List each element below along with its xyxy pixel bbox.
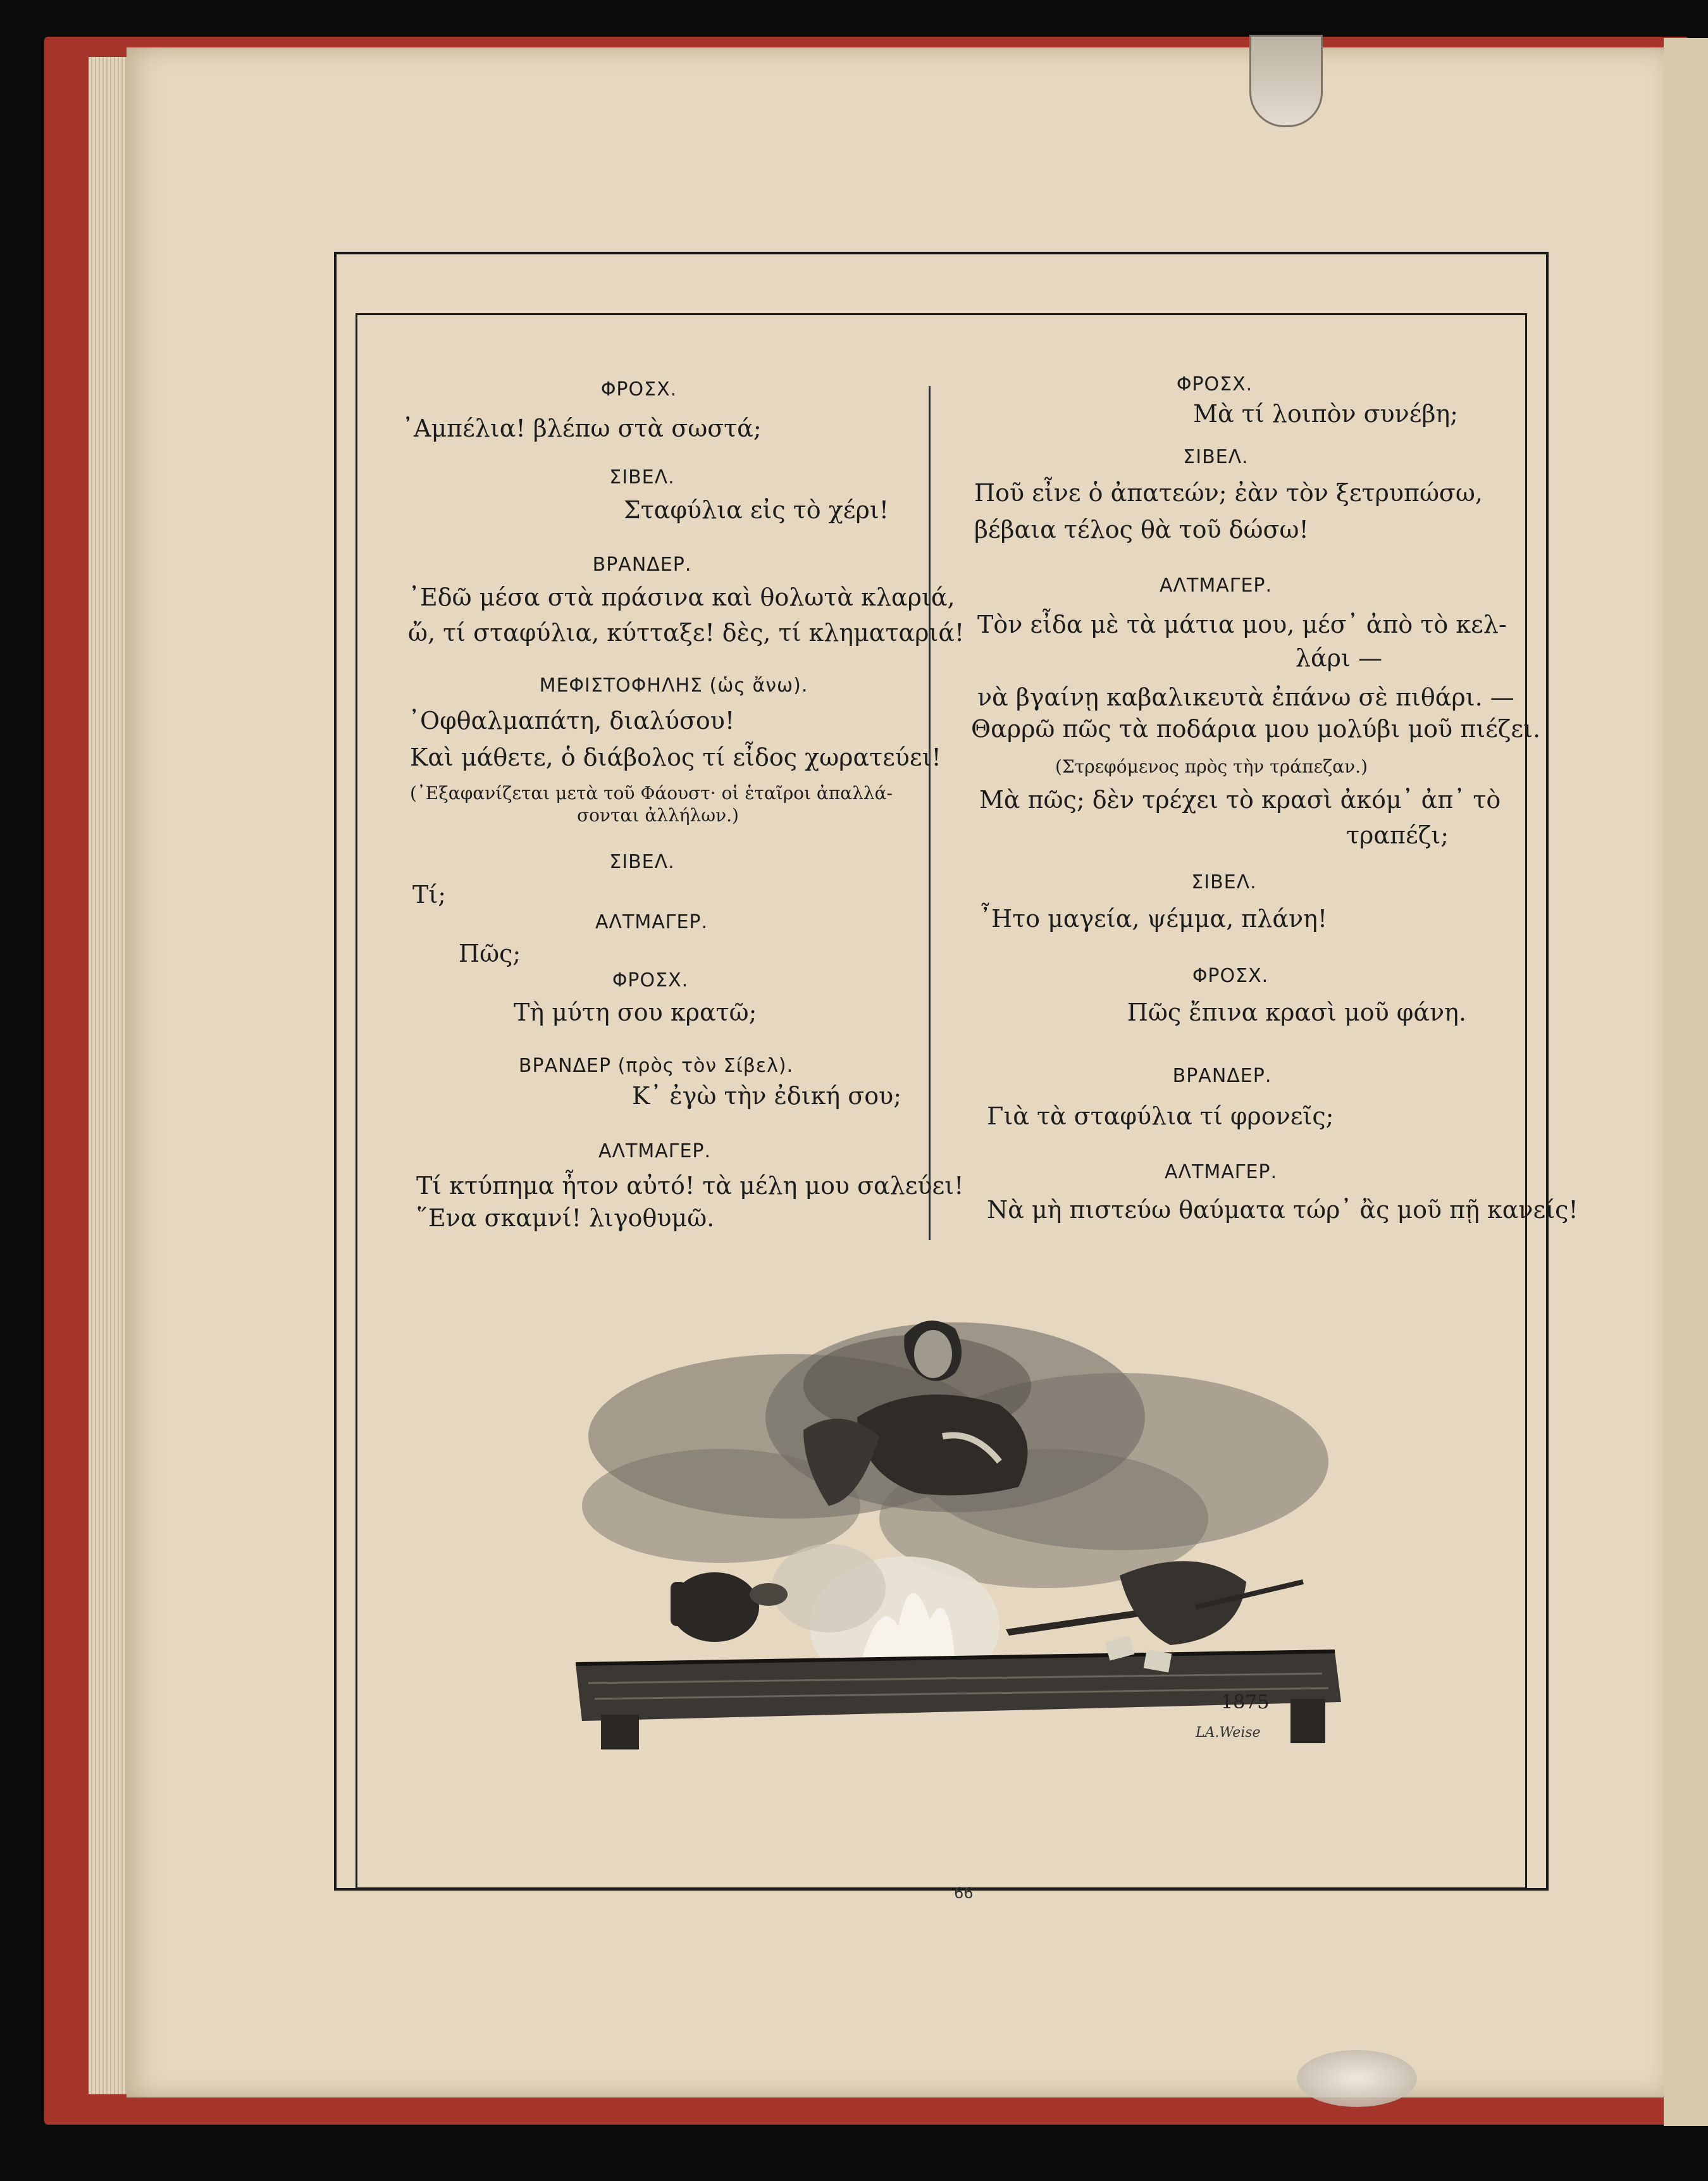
speaker-name: ΑΛΤΜΑΓΕΡ. (595, 911, 709, 933)
verse-line: Τὸν εἶδα μὲ τὰ μάτια μου, μέσ᾿ ἀπὸ τὸ κελ- (977, 611, 1507, 638)
verse-line: ᾿Αμπέλια! βλέπω στὰ σωστά; (402, 414, 762, 442)
verse-line: Πῶς; (459, 940, 521, 967)
speaker-name: ΑΛΤΜΑΓΕΡ. (1164, 1161, 1278, 1183)
verse-line: λάρι — (1295, 644, 1382, 672)
next-page-edge (1664, 38, 1708, 2126)
speaker-name: ΒΡΑΝΔΕΡ (πρὸς τὸν Σίβελ). (518, 1055, 794, 1077)
verse-line: Ποῦ εἶνε ὁ ἀπατεών; ἐὰν τὸν ξετρυπώσω, (974, 479, 1483, 507)
engraver-signature: LA.Weise (1196, 1725, 1261, 1741)
speaker-name: ΣΙΒΕΛ. (609, 466, 675, 488)
speaker-name: ΒΡΑΝΔΕΡ. (592, 554, 692, 576)
engraving-illustration (563, 1310, 1347, 1759)
verse-line: ὤ, τί σταφύλια, κύτταξε! δὲς, τί κληματαριά! (408, 619, 965, 647)
verse-line: βέβαια τέλος θὰ τοῦ δώσω! (974, 516, 1309, 544)
stage-direction: (᾿Εξαφανίζεται μετὰ τοῦ Φάουστ· οἱ ἑταῖροι ἀπαλλά- (410, 783, 893, 804)
verse-line: ᾿Εδῶ μέσα στὰ πράσινα καὶ θολωτὰ κλαριά, (408, 583, 955, 611)
verse-line: Γιὰ τὰ σταφύλια τί φρονεῖς; (987, 1102, 1334, 1130)
verse-line: ῏Ητο μαγεία, ψέμμα, πλάνη! (979, 905, 1328, 933)
verse-line: τραπέζι; (1346, 821, 1449, 849)
verse-line: Κ᾿ ἐγὼ τὴν ἐδική σου; (631, 1082, 901, 1110)
verse-line: ῞Ενα σκαμνί! λιγοθυμῶ. (416, 1204, 715, 1232)
speaker-name: ΦΡΟΣΧ. (600, 378, 678, 401)
verse-line: Πῶς ἔπινα κρασὶ μοῦ φάνη. (1127, 998, 1466, 1026)
engraving-year: 1875 (1221, 1691, 1270, 1713)
verse-line: νὰ βγαίνῃ καβαλικευτὰ ἐπάνω σὲ πιθάρι. — (977, 683, 1514, 711)
speaker-name: ΒΡΑΝΔΕΡ. (1172, 1065, 1272, 1087)
stage-direction: σονται ἀλλήλων.) (577, 805, 739, 826)
speaker-name: ΣΙΒΕΛ. (1183, 446, 1249, 468)
speaker-name: ΣΙΒΕΛ. (609, 851, 675, 873)
speaker-name: ΦΡΟΣΧ. (1192, 965, 1269, 987)
speaker-name: ΜΕΦΙΣΤΟΦΗΛΗΣ (ὡς ἄνω). (539, 674, 808, 697)
verse-line: Νὰ μὴ πιστεύω θαύματα τώρ᾿ ἂς μοῦ πῇ κανείς! (987, 1196, 1578, 1224)
speaker-name: ΦΡΟΣΧ. (1176, 373, 1253, 395)
verse-line: ᾿Οφθαλμαπάτη, διαλύσου! (408, 707, 735, 735)
page-number: 66 (954, 1884, 974, 1902)
verse-line: Μὰ τί λοιπὸν συνέβη; (1193, 400, 1458, 428)
page-clip-bottom (1297, 2050, 1417, 2107)
column-divider (929, 386, 931, 1240)
speaker-name: ΑΛΤΜΑΓΕΡ. (1159, 575, 1273, 597)
speaker-name: ΦΡΟΣΧ. (612, 969, 689, 991)
page-clip-top (1249, 35, 1323, 127)
stage-direction: (Στρεφόμενος πρὸς τὴν τράπεζαν.) (1055, 756, 1368, 777)
verse-line: Τί; (412, 881, 447, 909)
speaker-name: ΣΙΒΕΛ. (1191, 871, 1257, 893)
verse-line: Τὴ μύτη σου κρατῶ; (514, 998, 757, 1026)
verse-line: Τί κτύπημα ἦτον αὐτό! τὰ μέλη μου σαλεύει! (416, 1172, 964, 1200)
verse-line: Σταφύλια εἰς τὸ χέρι! (623, 496, 889, 524)
verse-line: Θαρρῶ πῶς τὰ ποδάρια μου μολύβι μοῦ πιέζει. (971, 715, 1541, 743)
verse-line: Μὰ πῶς; δὲν τρέχει τὸ κρασὶ ἀκόμ᾿ ἀπ᾿ τὸ (979, 786, 1501, 814)
speaker-name: ΑΛΤΜΑΓΕΡ. (598, 1140, 712, 1162)
verse-line: Καὶ μάθετε, ὁ διάβολος τί εἶδος χωρατεύει! (410, 743, 941, 771)
